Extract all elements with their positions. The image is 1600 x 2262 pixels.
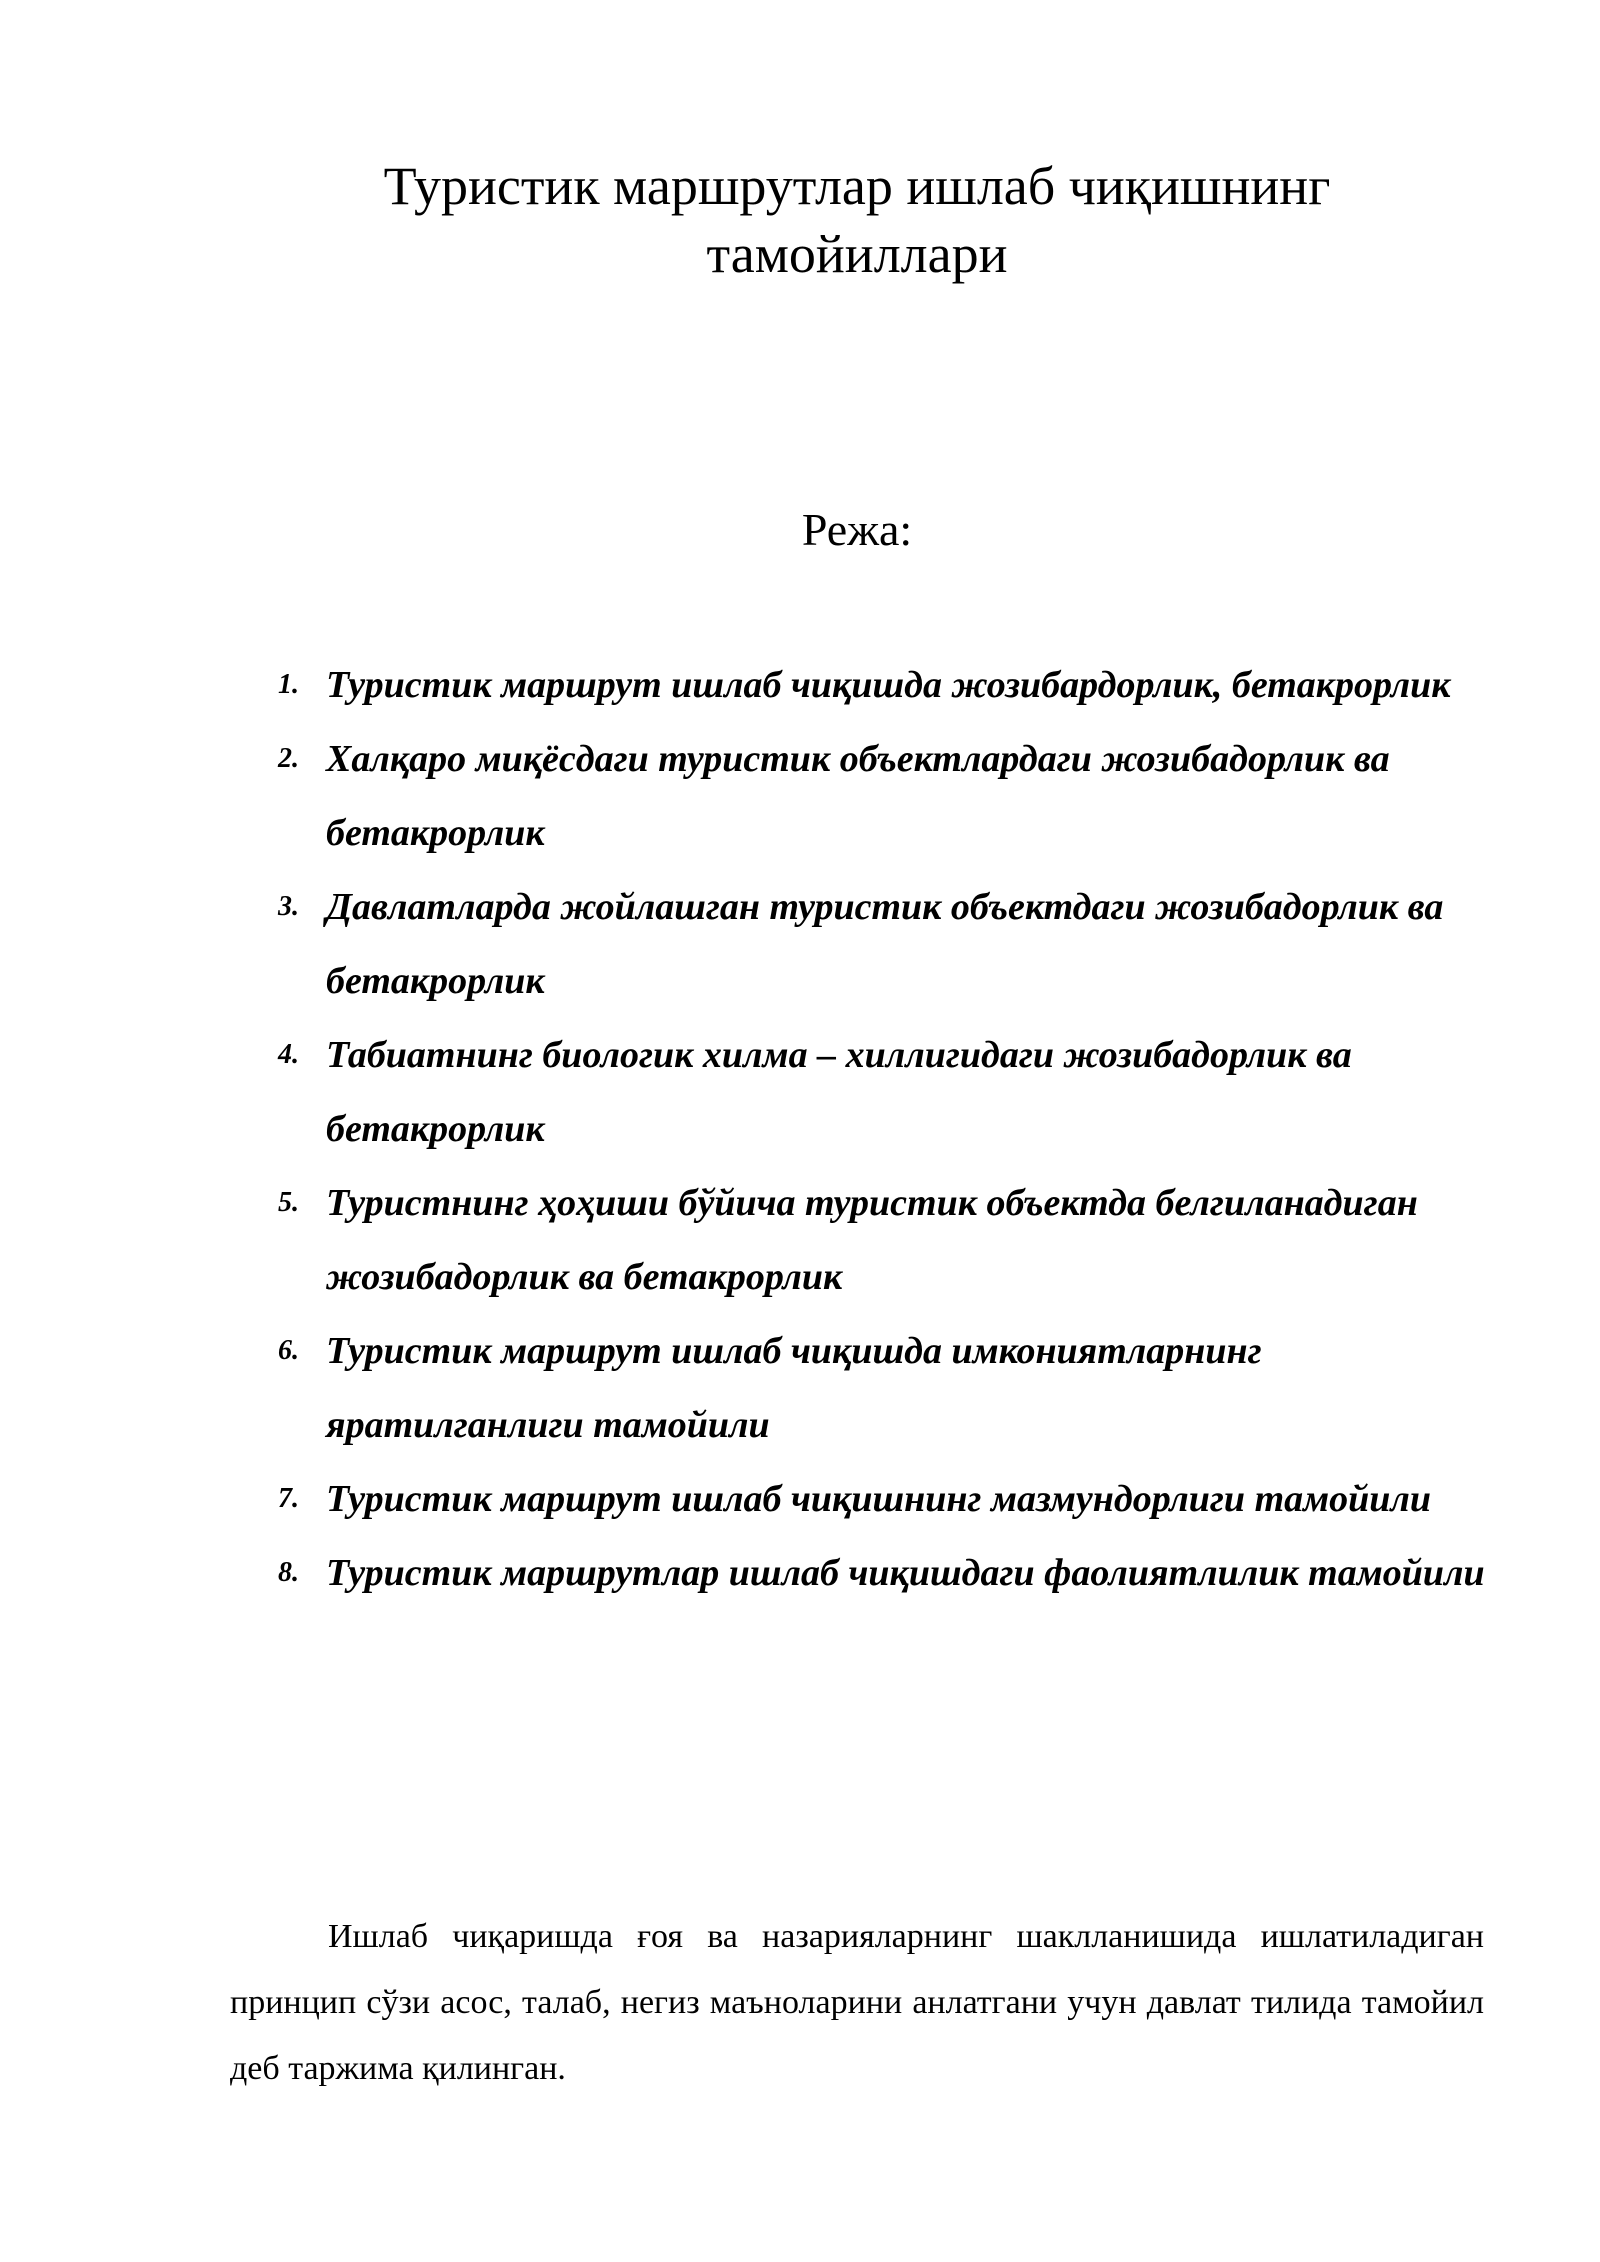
- plan-item-number: 6.: [278, 1335, 299, 1366]
- document-title: Туристик маршрутлар ишлаб чиқишнинг тамойиллари: [383, 156, 1331, 284]
- plan-item: [230, 1018, 1510, 1166]
- body-paragraph: Ишлаб чиқаришда ғоя ва назарияларнинг шаклланишида ишлатиладиган принцип сўзи асос, талаб, негиз маъноларини анлатгани учун давлат тилида тамойил деб таржима қилинган.: [230, 1918, 1484, 2087]
- plan-item: [230, 648, 1510, 722]
- plan-item-text: Туристнинг ҳоҳиши бўйича туристик объектда белгиланадиган жозибадорлик ва бетакрорлик: [326, 1182, 1418, 1298]
- plan-item-number: 4.: [278, 1039, 299, 1070]
- plan-list: [230, 648, 1510, 1610]
- plan-item: [230, 1536, 1510, 1610]
- plan-item-number: 5.: [278, 1187, 299, 1218]
- plan-item: [230, 1166, 1510, 1314]
- plan-item-number: 3.: [278, 891, 299, 922]
- plan-item: [230, 1462, 1510, 1536]
- plan-item-text: Туристик маршрут ишлаб чиқишда имкониятларнинг яратилганлиги тамойили: [326, 1330, 1262, 1446]
- plan-heading: Режа:: [801, 504, 913, 555]
- plan-item: [230, 1314, 1510, 1462]
- plan-item-text: Давлатларда жойлашган туристик объектдаги жозибадорлик ва бетакрорлик: [326, 886, 1444, 1002]
- plan-item-text: Туристик маршрутлар ишлаб чиқишдаги фаолиятлилик тамойили: [326, 1552, 1485, 1594]
- plan-item-text: Табиатнинг биологик хилма – хиллигидаги жозибадорлик ва бетакрорлик: [326, 1034, 1352, 1150]
- plan-item: [230, 870, 1510, 1018]
- plan-item-text: Туристик маршрут ишлаб чиқишда жозибардорлик, бетакрорлик: [326, 664, 1451, 706]
- plan-item: [230, 722, 1510, 870]
- plan-item-number: 2.: [278, 743, 299, 774]
- plan-item-text: Туристик маршрут ишлаб чиқишнинг мазмундорлиги тамойили: [326, 1478, 1432, 1520]
- plan-item-number: 1.: [278, 669, 299, 700]
- plan-item-number: 8.: [278, 1557, 299, 1588]
- plan-item-text: Халқаро миқёсдаги туристик объектлардаги жозибадорлик ва бетакрорлик: [326, 738, 1390, 854]
- plan-item-number: 7.: [278, 1483, 299, 1514]
